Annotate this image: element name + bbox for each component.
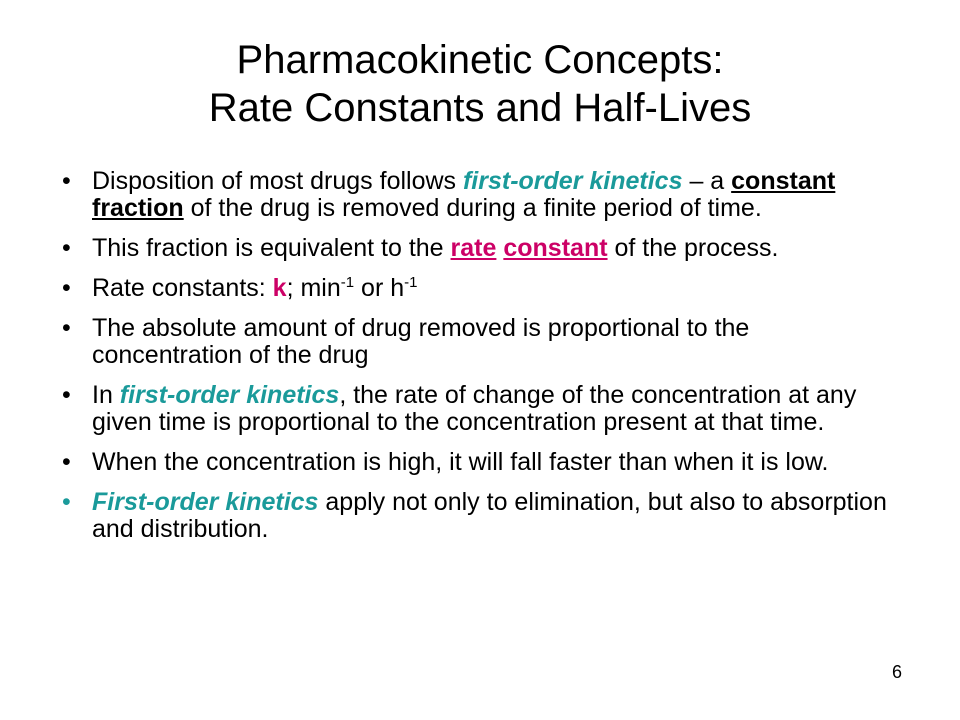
bullet-text: This fraction is equivalent to the (92, 234, 451, 262)
bullet-rate-constant (62, 235, 892, 262)
bullet-text: The absolute amount of drug removed is proportional to the concentration of the drug (92, 314, 750, 369)
term-constant-fraction: constant fraction (92, 167, 836, 222)
term-rate: rate (450, 234, 497, 262)
bullet-dot-icon: • (62, 314, 71, 342)
title-line-1: Pharmacokinetic Concepts: (236, 38, 724, 82)
bullet-text: – a (682, 167, 732, 195)
bullet-dot-icon: • (62, 234, 71, 262)
bullet-text: , the rate of change of the concentration at any given time is proportional to the concentration present at that time. (92, 381, 857, 436)
superscript-min: -1 (340, 274, 355, 291)
bullet-text: When the concentration is high, it will fall faster than when it is low. (92, 448, 829, 476)
bullet-absolute-amount (62, 315, 892, 369)
bullet-high-concentration (62, 449, 892, 476)
superscript-h: -1 (404, 274, 418, 291)
term-first-order-kinetics: first-order kinetics (119, 381, 340, 409)
page-number: 6 (891, 662, 902, 682)
bullet-text: In (92, 381, 120, 409)
bullet-first-order-disposition (62, 168, 892, 222)
bullet-dot-icon: • (62, 167, 71, 195)
term-first-order-kinetics: first-order kinetics (462, 167, 683, 195)
bullet-text: of the drug is removed during a finite period of time. (183, 194, 762, 222)
bullet-dot-icon: • (62, 381, 71, 409)
term-first-order-kinetics: First-order kinetics (92, 488, 319, 516)
bullet-dot-icon: • (62, 488, 71, 516)
title-line-2: Rate Constants and Half-Lives (208, 86, 752, 130)
bullet-dot-icon: • (62, 448, 71, 476)
bullet-list (62, 168, 892, 556)
bullet-text: of the process. (607, 234, 779, 262)
bullet-text: or h (354, 274, 405, 302)
term-k: k (272, 274, 287, 302)
bullet-text: Rate constants: (92, 274, 273, 302)
bullet-text: Disposition of most drugs follows (92, 167, 463, 195)
bullet-dot-icon: • (62, 274, 71, 302)
bullet-rate-constants-units (62, 275, 892, 302)
bullet-absorption-distribution (62, 489, 892, 543)
bullet-text: ; min (286, 274, 341, 302)
bullet-rate-of-change (62, 382, 892, 436)
term-constant: constant (503, 234, 608, 262)
bullet-text: apply not only to elimination, but also to absorption and distribution. (92, 488, 887, 543)
slide-title (0, 36, 960, 132)
